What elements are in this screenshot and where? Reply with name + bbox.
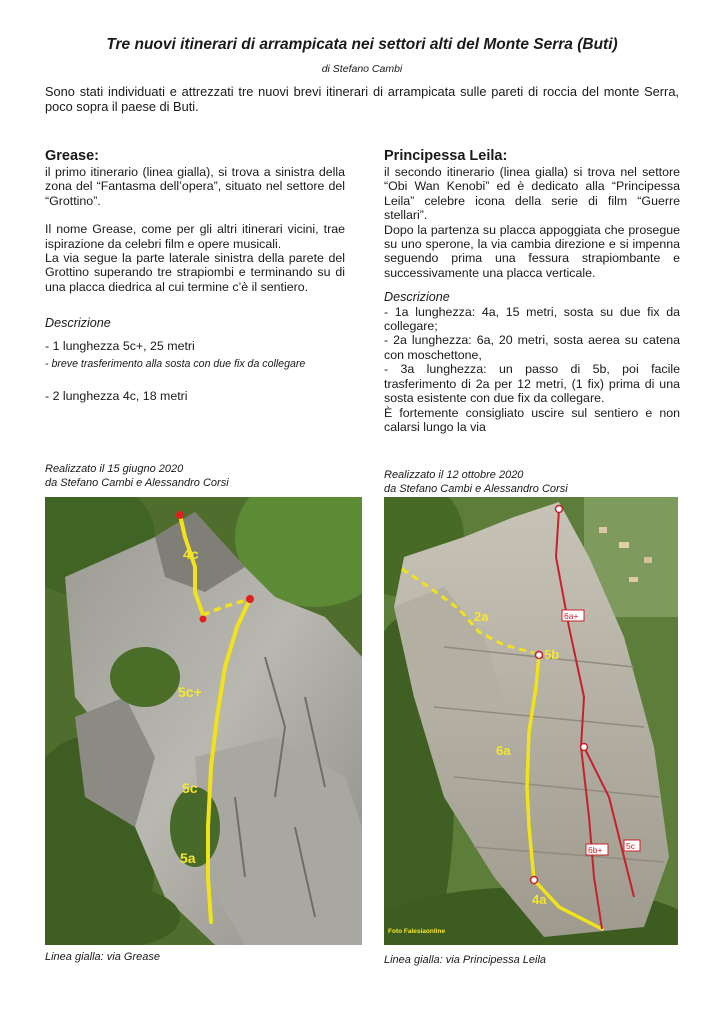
leila-section: [384, 148, 680, 434]
intro-paragraph: Sono stati individuati e attrezzati tre nuovi brevi itinerari di arrampicata sulle pareti di roccia del monte Serra, poco sopra il paese di Buti.: [45, 84, 679, 114]
leila-heading: Principessa Leila:: [384, 148, 508, 164]
grease-credit-date: Realizzato il 15 giugno 2020: [45, 463, 184, 475]
leila-pitch-1: - 1a lunghezza: 4a, 15 metri, sosta su due fix da collegare;: [384, 304, 680, 334]
grease-pitch-2: - 2 lunghezza 4c, 18 metri: [45, 389, 188, 404]
grease-heading: Grease:: [45, 148, 100, 164]
red-label-5c: 5c: [626, 841, 635, 851]
leila-advice: È fortemente consigliato uscire sul sentiero e non calarsi lungo la via: [384, 405, 680, 434]
leila-pitch-3: - 3a lunghezza: un passo di 5b, poi facile trasferimento di 2a per 12 metri, (1 fix) prima di una sosta esistente con due fix da collegare.: [384, 362, 680, 406]
leila-pitch-2: - 2a lunghezza: 6a, 20 metri, sosta aerea su catena con moschettone,: [384, 333, 680, 362]
grease-paragraph-3: La via segue la parte laterale sinistra della parete del Grottino superando tre strapiombi e terminando su di una placca diedrica al cui termine c’è il sentiero.: [45, 251, 345, 294]
grease-route-photo: [45, 497, 362, 945]
leila-label-5b: 5b: [544, 647, 560, 662]
photo-watermark: Foto Falesiaonline: [388, 928, 446, 935]
red-label-6a-plus: 6a+: [564, 611, 579, 621]
grease-label-5c-plus: 5c+: [178, 684, 202, 700]
grease-description-title: Descrizione: [45, 316, 111, 331]
leila-label-6a: 6a: [496, 743, 511, 758]
grease-photo-caption: Linea gialla: via Grease: [45, 951, 160, 963]
leila-description-title: Descrizione: [384, 290, 450, 305]
grease-transfer-note: - breve trasferimento alla sosta con due fix da collegare: [45, 358, 306, 371]
grease-credit-authors: da Stefano Cambi e Alessandro Corsi: [45, 477, 229, 489]
grease-paragraph-1: il primo itinerario (linea gialla), si trova a sinistra della zona del “Fantasma dell’opera”, situato nel settore del “Grottino”.: [45, 165, 345, 208]
leila-credit-authors: da Stefano Cambi e Alessandro Corsi: [384, 483, 568, 495]
grease-label-5c: 5c: [182, 780, 198, 796]
article-author: di Stefano Cambi: [321, 63, 403, 75]
leila-label-4a: 4a: [532, 892, 547, 907]
leila-route-photo: [384, 497, 678, 945]
grease-credit: [45, 462, 229, 490]
article-title: Tre nuovi itinerari di arrampicata nei settori alti del Monte Serra (Buti): [106, 36, 618, 53]
grease-label-5a: 5a: [180, 850, 196, 866]
grease-label-4c: 4c: [183, 546, 199, 562]
leila-paragraph-1: il secondo itinerario (linea gialla) si trova nel settore “Obi Wan Kenobi” ed è dedicato alla “Principessa Leila” celebre icona della serie di film “Guerre stellari”.: [384, 165, 680, 223]
grease-section: [45, 148, 345, 403]
grease-pitch-1: - 1 lunghezza 5c+, 25 metri: [45, 338, 195, 353]
leila-label-2a: 2a: [474, 609, 489, 624]
grease-paragraph-2: Il nome Grease, come per gli altri itinerari vicini, trae ispirazione da celebri film e opere musicali.: [45, 222, 345, 251]
leila-credit-date: Realizzato il 12 ottobre 2020: [384, 469, 524, 481]
leila-photo-caption: Linea gialla: via Principessa Leila: [384, 954, 547, 966]
leila-credit: [384, 468, 568, 496]
leila-paragraph-2: Dopo la partenza su placca appoggiata che prosegue su uno sperone, la via cambia direzione e si impenna seguendo prima una fessura strapiombante e successivamente una placca verticale.: [384, 222, 680, 280]
red-label-6b-plus: 6b+: [588, 845, 603, 855]
